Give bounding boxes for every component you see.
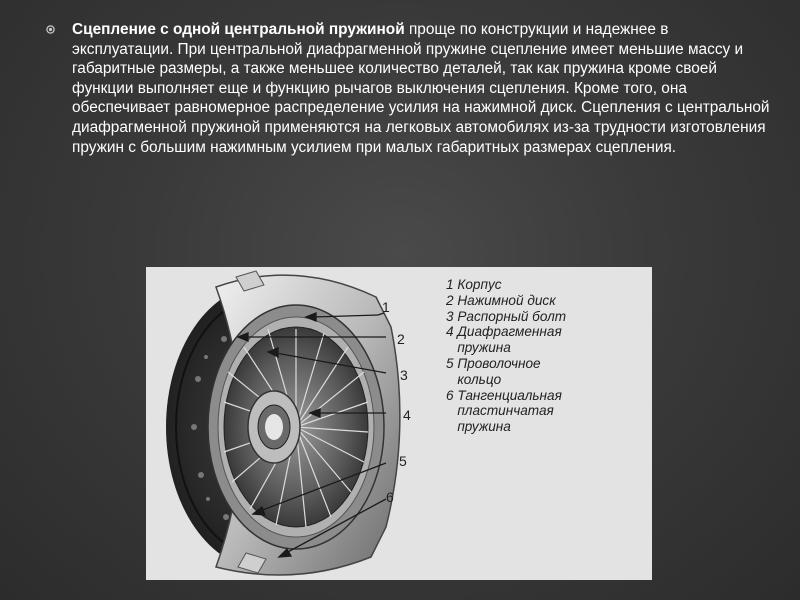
callout-5: 5 [399, 453, 407, 469]
callout-4: 4 [403, 407, 411, 423]
figure-legend [446, 277, 646, 435]
callout-2: 2 [397, 331, 405, 347]
legend-item-diaphragm-spring: 4 Диафрагменная пружина [446, 324, 562, 356]
bold-lead: Сцепление с одной центральной пружиной [72, 21, 405, 38]
callout-3: 3 [400, 367, 408, 383]
legend-item-wire-ring: 5 Проволочное кольцо [446, 355, 541, 387]
legend-item-spacer-bolt: 3 Распорный болт [446, 308, 567, 324]
body-paragraph [58, 20, 773, 157]
body-text: проще по конструкции и надежнее в эксплуатации. При центральной диафрагменной пружине сцепление имеет меньшие массу и габаритные размеры, а также меньшее количество деталей, так как пружина кроме своей функции выполняет еще и функцию рычагов выключения сцепления. Кроме того, она обеспечивает равномерное распределение усилия на нажимной диск. Сцепления с центральной диафрагменной пружиной применяются на легковых автомобилях из-за трудности изготовления пружин с большим нажимным усилием при малых габаритных размерах сцепления. [72, 21, 770, 156]
legend-item-tangential-spring: 6 Тангенциальная пластинчатая пружина [446, 387, 562, 435]
callout-1: 1 [382, 299, 390, 315]
clutch-illustration [146, 267, 652, 580]
legend-item-housing: 1 Корпус [446, 277, 502, 292]
callout-6: 6 [386, 489, 394, 505]
legend-item-pressure-plate: 2 Нажимной диск [446, 292, 556, 308]
text-block [58, 20, 773, 157]
circle-bullet-icon [46, 25, 55, 34]
